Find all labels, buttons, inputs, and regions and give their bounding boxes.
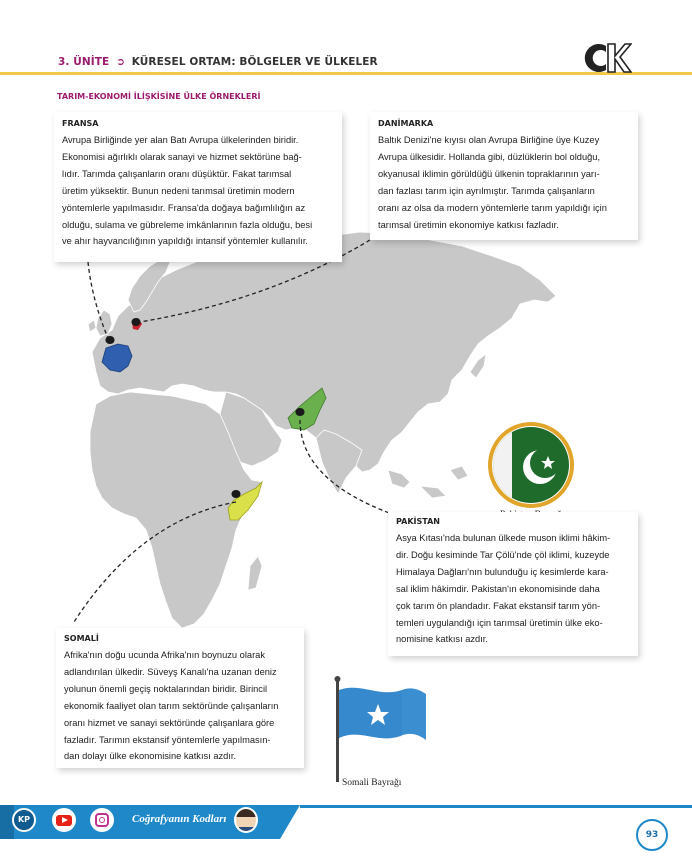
text-line: temleri uygulandığı için tarımsal üretimin ülke eko- bbox=[396, 617, 603, 628]
note-title-danimarka: DANİMARKA bbox=[378, 119, 434, 128]
page-number: 93 bbox=[636, 819, 668, 851]
text-line: Avrupa ülkesidir. Hollanda gibi, düzlüklerin bol olduğu, bbox=[378, 151, 601, 162]
sea-islands bbox=[388, 466, 468, 498]
text-line: Avrupa Birliğinde yer alan Batı Avrupa ülkelerinden biridir. bbox=[62, 135, 299, 145]
text-line: Asya Kıtası'nda bulunan ülkede muson iklimi hâkim- bbox=[396, 533, 611, 543]
somali-flag bbox=[330, 676, 430, 786]
arrow-icon: ➲ bbox=[116, 56, 125, 68]
channel-name: Coğrafyanın Kodları bbox=[132, 813, 227, 825]
text-line: dir. Doğu kesiminde Tar Çölü'nde çöl iklimi, kuzeyde bbox=[396, 549, 610, 560]
note-text-pakistan bbox=[396, 530, 634, 648]
text-line: lıdır. Tarımda çalışanların oranı düşüktür. Fakat tarımsal bbox=[62, 168, 292, 179]
note-text-fransa bbox=[62, 132, 336, 250]
text-line: üretim yüksektir. Bunun nedeni tarımsal üretimin modern bbox=[62, 185, 295, 196]
text-line: oranı hizmet ve sanayi sektöründe çalışanlara göre bbox=[64, 717, 275, 728]
madagascar-land bbox=[248, 556, 262, 590]
youtube-icon[interactable] bbox=[52, 808, 76, 832]
note-danimarka bbox=[370, 112, 638, 240]
text-line: dan fazlası tarım için ayrılmıştır. Tarımda çalışanların bbox=[378, 185, 595, 196]
note-text-somali bbox=[64, 647, 300, 765]
instagram-icon[interactable] bbox=[90, 808, 114, 832]
japan-land bbox=[470, 354, 486, 378]
text-line: nomisine katkısı azdır. bbox=[396, 634, 488, 645]
text-line: ekonomik faaliyet olan tarım sektöründe çalışanların bbox=[64, 700, 279, 711]
ireland-land bbox=[88, 320, 96, 332]
note-title-fransa: FRANSA bbox=[62, 119, 99, 128]
text-line: sal iklim hâkimdir. Pakistan'ın ekonomisinde daha bbox=[396, 583, 600, 594]
note-somali bbox=[56, 628, 304, 768]
text-line: yöntemlerle yapılmasıdır. Fransa'da doğaya bağımlılığın az bbox=[62, 202, 306, 213]
text-line: yolunun önemli geçiş noktalarından biridir. Birincil bbox=[64, 683, 268, 694]
footer-divider bbox=[300, 803, 692, 809]
text-line: Ekonomisi ağırlıklı olarak sanayi ve hizmet sektörüne bağ- bbox=[62, 151, 302, 162]
text-line: adlandırılan ülkedir. Süveyş Kanalı'na uzanan deniz bbox=[64, 666, 277, 677]
text-line: oranı az olsa da modern yöntemlerle tarım yapıldığı için bbox=[378, 202, 607, 213]
avatar bbox=[234, 807, 258, 833]
kp-icon[interactable]: KP bbox=[12, 808, 36, 832]
text-line: olduğu, sulama ve gübreleme imkânlarının fazla olduğu, besi bbox=[62, 219, 313, 230]
text-line: fazladır. Tarımın ekstansif yöntemlerle yapılmasın- bbox=[64, 734, 271, 745]
text-line: okyanusal iklimin görüldüğü ülkenin topraklarının yarı- bbox=[378, 168, 600, 179]
text-line: çok tarım ön plandadır. Fakat ekstansif tarım yön- bbox=[396, 600, 601, 611]
pakistan-flag bbox=[486, 420, 576, 510]
note-title-pakistan: PAKİSTAN bbox=[396, 517, 440, 526]
text-line: Afrika'nın doğu ucunda Afrika'nın boynuzu olarak bbox=[64, 650, 265, 660]
text-line: ve ahır hayvancılığının yapıldığı intansif yöntemler kullanılır. bbox=[62, 236, 308, 247]
text-line: dan dolayı ülke ekonomisine katkısı azdır. bbox=[64, 751, 237, 762]
somali-flag-caption: Somali Bayrağı bbox=[342, 778, 402, 788]
note-title-somali: SOMALİ bbox=[64, 634, 99, 643]
text-line: Baltık Denizi'ne kıyısı olan Avrupa Birliğine üye Kuzey bbox=[378, 135, 600, 145]
unit-label: 3. ÜNİTE bbox=[58, 56, 110, 68]
text-line: Himalaya Dağları'nın bulunduğu iç kesimlerde kara- bbox=[396, 566, 609, 577]
note-fransa bbox=[54, 112, 342, 262]
note-text-danimarka bbox=[378, 132, 634, 233]
topic-label: KÜRESEL ORTAM: BÖLGELER VE ÜLKELER bbox=[131, 56, 378, 68]
note-pakistan bbox=[388, 512, 638, 656]
section-title: TARIM-EKONOMİ İLİŞKİSİNE ÜLKE ÖRNEKLERİ bbox=[57, 92, 261, 101]
text-line: tarımsal üretimin ekonomiye katkısı fazladır. bbox=[378, 219, 559, 230]
